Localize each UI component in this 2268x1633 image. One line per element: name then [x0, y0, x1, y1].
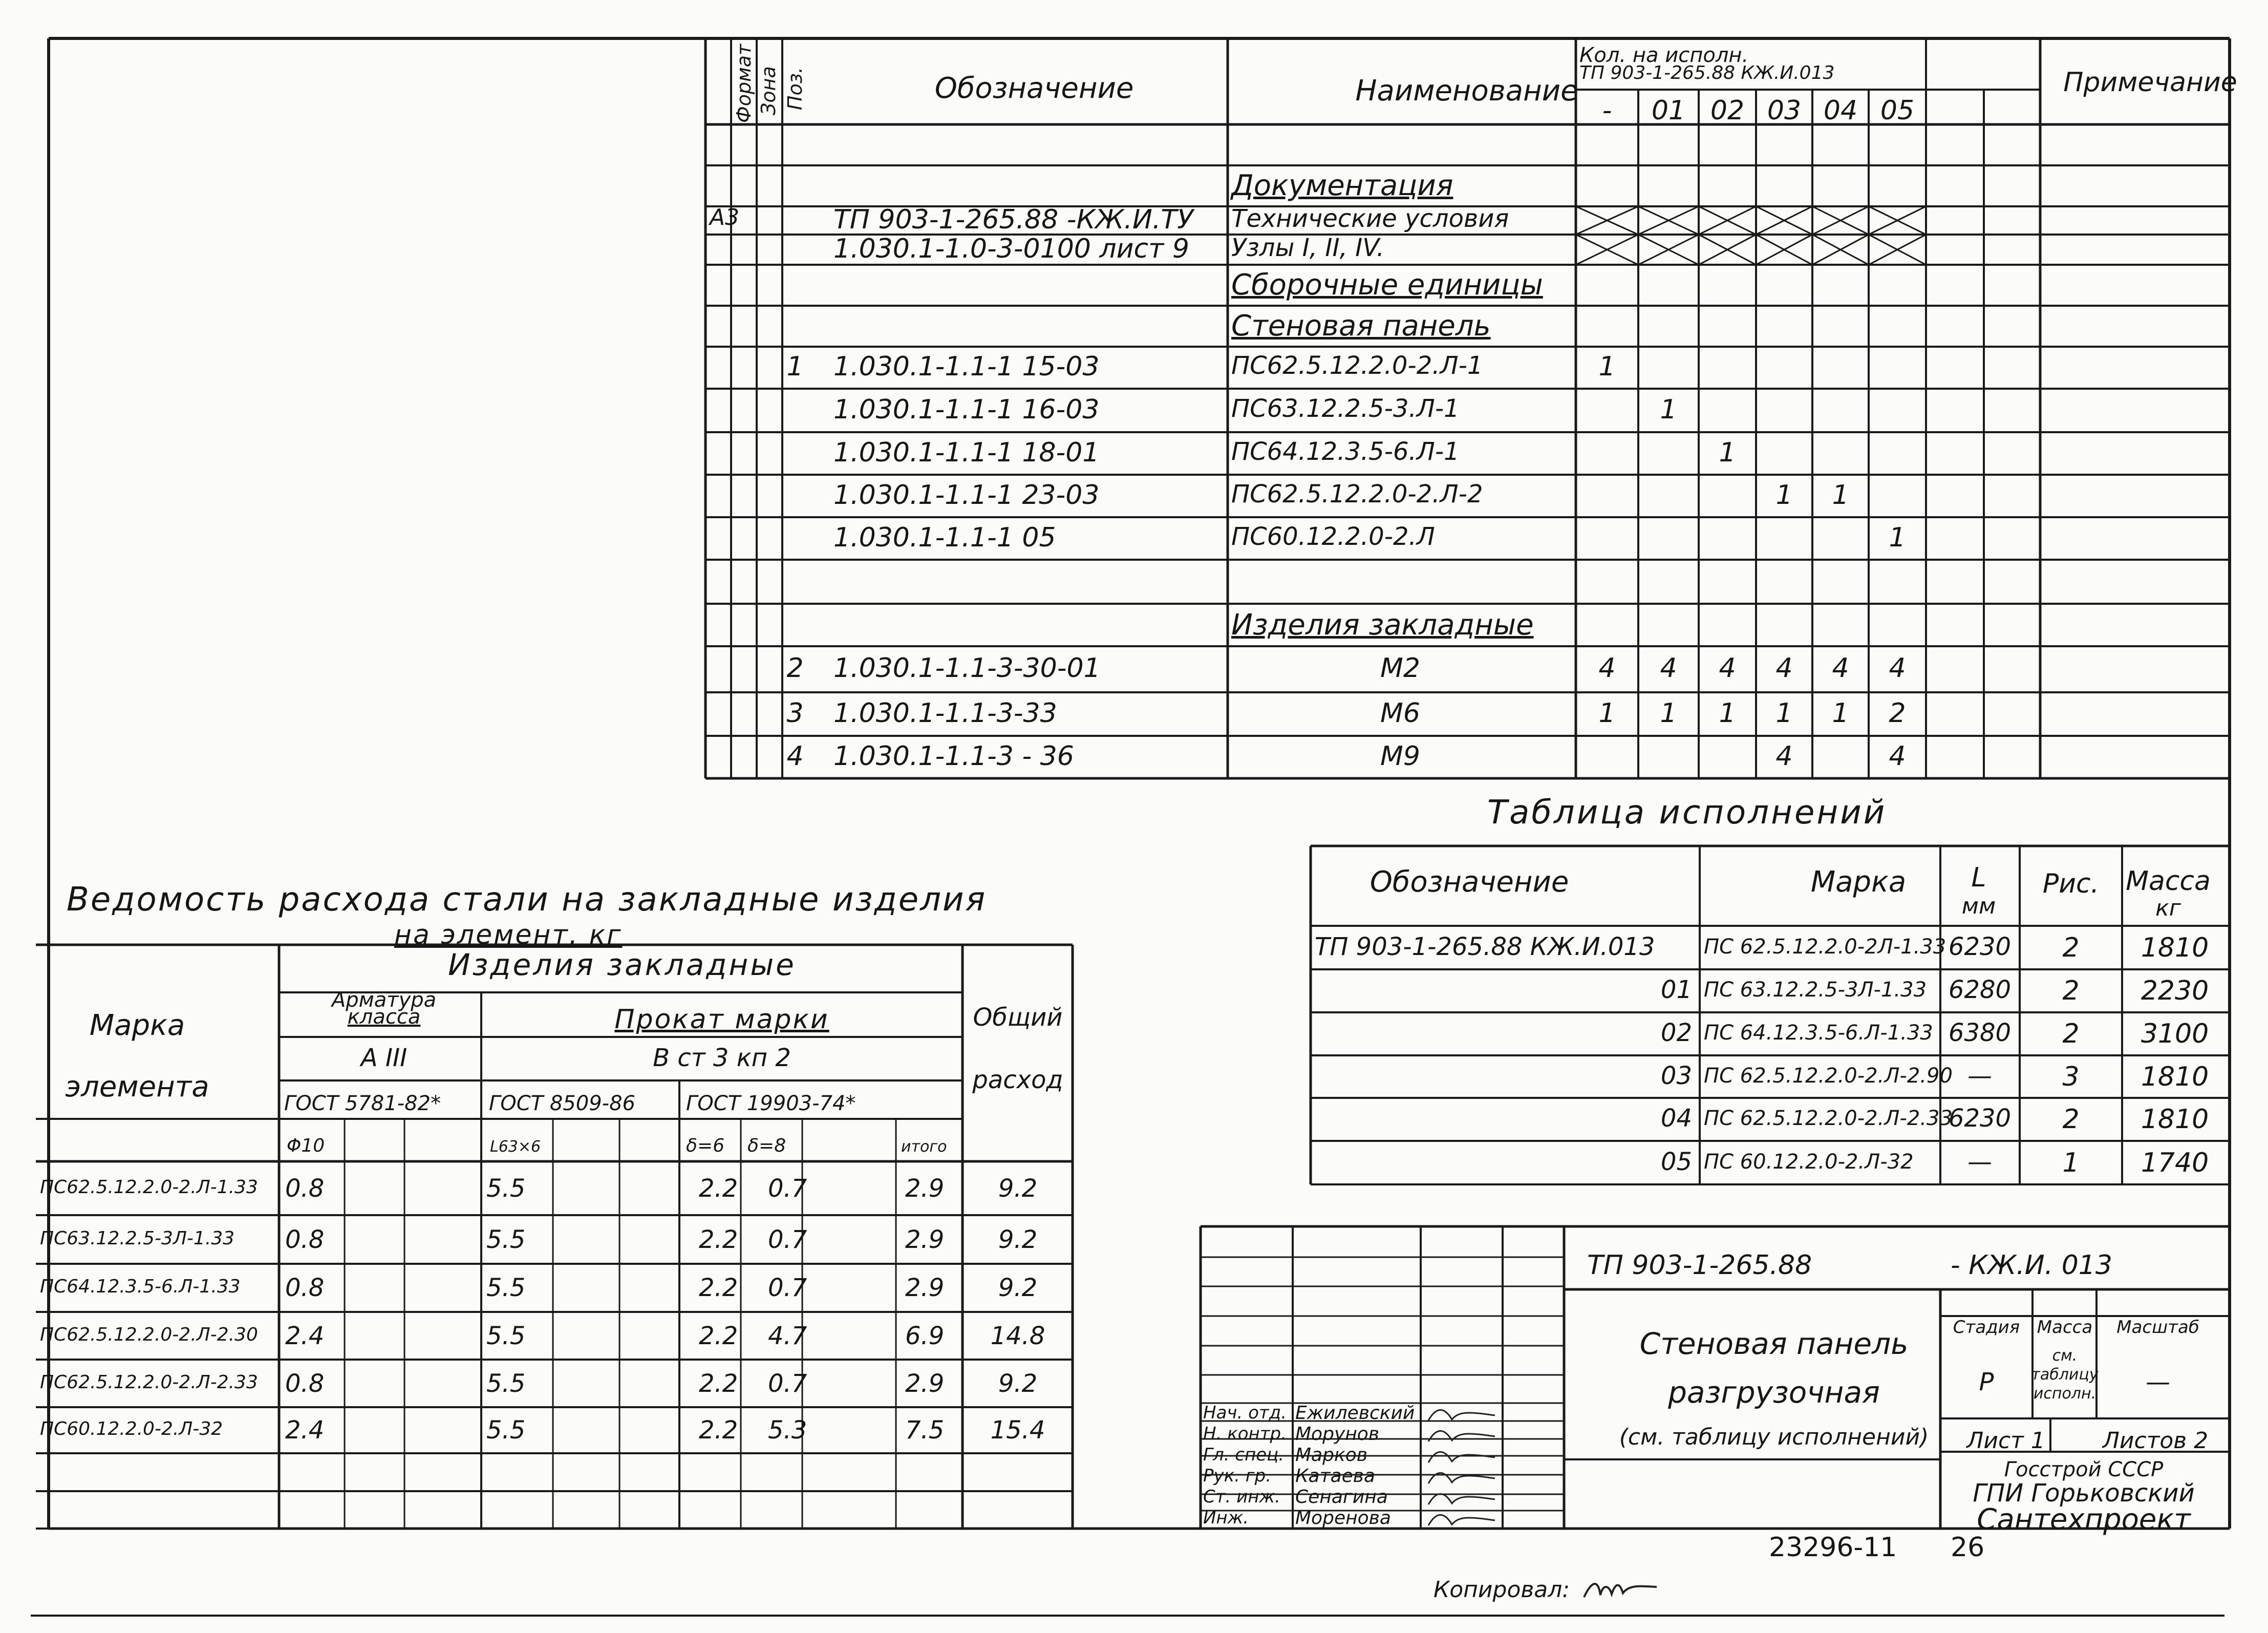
spec-header-qty-line1: Кол. на исполн. [1579, 44, 1749, 67]
variants-header-mass: Масса [2126, 866, 2211, 897]
spec-header-name: Наименование [1355, 74, 1578, 108]
variants-title: Таблица исполнений [1487, 794, 1887, 832]
staff-name: Сенагина [1295, 1487, 1388, 1508]
variant-mark-cell: ПС 60.12.2.0-2.Л-32 [1704, 1150, 1914, 1174]
steel-header-gost1: ГОСТ 5781-82* [284, 1092, 441, 1115]
variants-header-fig: Рис. [2042, 868, 2100, 899]
variant-fig-cell: 2 [2062, 1019, 2080, 1049]
variants-header-mark: Марка [1810, 865, 1907, 899]
variants-header-length: L [1971, 862, 1986, 893]
spec-name-cell: ПС62.5.12.2.0-2.Л-2 [1231, 479, 1483, 508]
steel-total-cell: 15.4 [990, 1416, 1045, 1445]
variant-designation-cell: 03 [1660, 1061, 1692, 1090]
steel-sum-cell: 2.9 [905, 1274, 945, 1302]
steel-sum-cell: 6.9 [905, 1321, 945, 1350]
spec-qty-cell: 1 [1832, 479, 1849, 511]
steel-d8-cell: 5.3 [768, 1416, 807, 1445]
steel-total-cell: 9.2 [998, 1274, 1038, 1302]
variant-mass-cell: 1810 [2141, 1061, 2209, 1092]
steel-header-d8: δ=8 [747, 1135, 786, 1156]
spec-designation-cell: ТП 903-1-265.88 -КЖ.И.ТУ [833, 204, 1193, 235]
steel-header-itogo: итого [901, 1138, 947, 1156]
steel-header-gost3: ГОСТ 19903-74* [686, 1092, 856, 1115]
spec-variant-header: 01 [1651, 95, 1686, 126]
steel-sum-cell: 2.9 [905, 1369, 945, 1398]
spec-name-cell: Технические условия [1231, 204, 1509, 233]
staff-name: Моренова [1295, 1508, 1391, 1529]
steel-header-d6: δ=6 [686, 1135, 725, 1156]
spec-header-qty-line2: ТП 903-1-265.88 КЖ.И.013 [1579, 62, 1835, 83]
steel-header-mark-line1: Марка [89, 1009, 185, 1042]
steel-header-total-line1: Общий [973, 1003, 1063, 1032]
steel-d6-cell: 2.2 [699, 1416, 738, 1445]
staff-name: Морунов [1295, 1424, 1380, 1445]
spec-designation-cell: 1.030.1-1.1-1 16-03 [833, 394, 1100, 425]
signature-mark [1428, 1515, 1495, 1525]
steel-d8-cell: 4.7 [768, 1321, 807, 1350]
variant-designation-cell: 01 [1660, 975, 1692, 1004]
steel-angle-cell: 5.5 [486, 1369, 526, 1398]
variant-mass-cell: 1740 [2141, 1147, 2209, 1178]
variant-mark-cell: ПС 62.5.12.2.0-2.Л-2.33 [1704, 1107, 1953, 1130]
footer-number: 23296-11 [1769, 1532, 1897, 1563]
spec-qty-cell: 1 [1660, 394, 1677, 425]
spec-variant-header: 02 [1710, 95, 1745, 126]
staff-role: Инж. [1203, 1508, 1249, 1528]
variant-designation-cell: 05 [1660, 1147, 1692, 1176]
spec-designation-cell: 1.030.1-1.1-1 05 [833, 522, 1056, 553]
steel-sum-cell: 2.9 [905, 1174, 945, 1203]
spec-designation-cell: 1.030.1-1.1-3-30-01 [833, 653, 1101, 684]
staff-role: Ст. инж. [1203, 1487, 1280, 1507]
signature-mark [1428, 1452, 1495, 1462]
steel-d6-cell: 2.2 [699, 1274, 738, 1302]
spec-header-designation: Обозначение [934, 72, 1134, 105]
title-org-line3: Сантехпроект [1977, 1503, 2191, 1536]
steel-phi10-cell: 0.8 [285, 1225, 325, 1254]
steel-header-rolled: Прокат марки [614, 1004, 829, 1035]
spec-section-heading: Изделия закладные [1231, 608, 1534, 642]
variant-mark-cell: ПС 62.5.12.2.0-2.Л-2.90 [1704, 1064, 1953, 1088]
staff-name: Марков [1295, 1445, 1367, 1466]
steel-phi10-cell: 0.8 [285, 1174, 325, 1203]
steel-d8-cell: 0.7 [768, 1369, 807, 1398]
staff-name: Катаева [1295, 1466, 1376, 1487]
spec-variant-header: 05 [1880, 95, 1915, 126]
steel-angle-cell: 5.5 [486, 1174, 526, 1203]
spec-pos-cell: 2 [786, 653, 804, 684]
spec-designation-cell: 1.030.1-1.1-1 18-01 [833, 437, 1100, 468]
variants-header-mass-unit: кг [2155, 895, 2181, 921]
steel-phi10-cell: 2.4 [285, 1416, 325, 1445]
spec-qty-cell: 4 [1660, 653, 1677, 684]
variant-mass-cell: 3100 [2141, 1019, 2209, 1049]
title-mass-line3: исполн. [2033, 1385, 2096, 1403]
title-stage-label: Стадия [1953, 1317, 2020, 1338]
steel-sum-cell: 7.5 [905, 1416, 945, 1445]
variant-length-cell: 6230 [1948, 932, 2012, 961]
title-mass-line1: см. [2052, 1347, 2078, 1365]
title-org-line1: Госстрой СССР [2004, 1458, 2164, 1481]
spec-pos-cell: 3 [786, 697, 804, 729]
variant-mark-cell: ПС 62.5.12.2.0-2Л-1.33 [1704, 935, 1946, 959]
steel-d6-cell: 2.2 [699, 1321, 738, 1350]
title-mass-label: Масса [2037, 1317, 2093, 1338]
spec-qty-cell: 4 [1832, 653, 1849, 684]
steel-phi10-cell: 0.8 [285, 1369, 325, 1398]
spec-qty-cell: 4 [1889, 653, 1906, 684]
spec-variant-header: 04 [1823, 95, 1858, 126]
variant-designation-cell: 02 [1660, 1019, 1692, 1047]
title-stage: Р [1979, 1368, 1994, 1396]
steel-header-mark-line2: элемента [65, 1070, 209, 1104]
spec-header-pos: Поз. [784, 67, 806, 110]
variant-mark-cell: ПС 63.12.2.5-3Л-1.33 [1704, 978, 1927, 1002]
steel-title-line1: Ведомость расхода стали на закладные изделия [67, 881, 987, 919]
spec-header-zone: Зона [757, 66, 780, 115]
steel-d8-cell: 0.7 [768, 1225, 807, 1254]
steel-phi10-cell: 0.8 [285, 1274, 325, 1302]
steel-header-embedded: Изделия закладные [448, 947, 796, 982]
title-code-suffix: - КЖ.И. 013 [1951, 1250, 2112, 1281]
variant-mark-cell: ПС 64.12.3.5-6.Л-1.33 [1704, 1021, 1933, 1045]
steel-title-line2: на элемент. кг [394, 920, 623, 950]
spec-name-cell: ПС64.12.3.5-6.Л-1 [1231, 437, 1460, 466]
spec-name-cell: М2 [1380, 653, 1420, 684]
spec-qty-cell: 4 [1889, 740, 1906, 772]
spec-variant-header: - [1602, 95, 1612, 126]
spec-pos-cell: 4 [786, 740, 804, 772]
spec-designation-cell: 1.030.1-1.1-3-33 [833, 697, 1057, 729]
steel-mark-cell: ПС62.5.12.2.0-2.Л-2.33 [40, 1371, 258, 1393]
spec-designation-cell: 1.030.1-1.1-1 23-03 [833, 479, 1100, 511]
variant-mass-cell: 1810 [2141, 932, 2209, 963]
title-sheets: Листов 2 [2102, 1428, 2209, 1454]
steel-header-angle: L63×6 [490, 1138, 541, 1156]
spec-name-cell: ПС60.12.2.0-2.Л [1231, 522, 1435, 551]
variant-fig-cell: 2 [2062, 1104, 2080, 1135]
spec-qty-cell: 1 [1598, 697, 1616, 729]
spec-format-cell: А3 [710, 204, 740, 230]
variant-mass-cell: 1810 [2141, 1104, 2209, 1135]
steel-angle-cell: 5.5 [486, 1321, 526, 1350]
variants-header-designation: Обозначение [1370, 865, 1569, 899]
variant-fig-cell: 2 [2062, 975, 2080, 1006]
signature-mark [1428, 1431, 1495, 1441]
steel-d8-cell: 0.7 [768, 1274, 807, 1302]
steel-mark-cell: ПС62.5.12.2.0-2.Л-1.33 [40, 1176, 258, 1198]
copier-signature [1582, 1575, 1659, 1605]
staff-role: Н. контр. [1203, 1424, 1287, 1444]
signature-mark [1428, 1410, 1495, 1420]
variant-length-cell: 6230 [1948, 1104, 2012, 1133]
variant-length-cell: — [1967, 1061, 1992, 1090]
signature-mark [1428, 1494, 1495, 1504]
spec-header-note: Примечание [2063, 67, 2237, 98]
steel-header-rebar-line1: Арматура [331, 988, 437, 1012]
steel-header-rebar-line2: класса [347, 1005, 421, 1029]
title-name-line1: Стеновая панель [1639, 1326, 1909, 1361]
title-org-line2: ГПИ Горьковский [1973, 1479, 2195, 1508]
variant-length-cell: 6280 [1948, 975, 2012, 1004]
steel-angle-cell: 5.5 [486, 1274, 526, 1302]
spec-qty-cell: 1 [1889, 522, 1906, 553]
staff-role: Гл. спец. [1203, 1445, 1285, 1465]
staff-name: Ежилевский [1295, 1403, 1415, 1424]
footer-page: 26 [1951, 1532, 1985, 1563]
spec-name-cell: М9 [1380, 740, 1420, 772]
steel-d6-cell: 2.2 [699, 1174, 738, 1203]
spec-qty-cell: 1 [1719, 697, 1736, 729]
title-scale-label: Масштаб [2116, 1317, 2199, 1338]
spec-name-cell: М6 [1380, 697, 1420, 729]
footer-copied: Копировал: [1433, 1577, 1570, 1603]
steel-header-gost2: ГОСТ 8509-86 [489, 1092, 635, 1115]
staff-role: Нач. отд. [1203, 1403, 1287, 1423]
variants-header-length-unit: мм [1961, 893, 1996, 919]
steel-d6-cell: 2.2 [699, 1225, 738, 1254]
spec-designation-cell: 1.030.1-1.1-1 15-03 [833, 351, 1100, 382]
spec-qty-cell: 1 [1598, 351, 1616, 382]
steel-d6-cell: 2.2 [699, 1369, 738, 1398]
spec-qty-cell: 2 [1889, 697, 1906, 729]
spec-header-format: Формат [733, 44, 755, 123]
spec-name-cell: Узлы I, II, IV. [1231, 233, 1384, 262]
steel-header-phi: Φ10 [287, 1135, 325, 1156]
spec-qty-cell: 1 [1660, 697, 1677, 729]
steel-total-cell: 14.8 [990, 1321, 1045, 1350]
title-scale: — [2146, 1368, 2170, 1396]
spec-variant-header: 03 [1767, 95, 1802, 126]
spec-designation-cell: 1.030.1-1.0-3-0100 лист 9 [833, 233, 1189, 264]
steel-d8-cell: 0.7 [768, 1174, 807, 1203]
variant-mass-cell: 2230 [2141, 975, 2209, 1006]
steel-mark-cell: ПС63.12.2.5-3Л-1.33 [40, 1227, 235, 1249]
spec-section-heading: Стеновая панель [1231, 309, 1491, 343]
spec-name-cell: ПС63.12.2.5-3.Л-1 [1231, 394, 1460, 423]
title-code: ТП 903-1-265.88 [1587, 1250, 1812, 1281]
spec-qty-cell: 1 [1832, 697, 1849, 729]
spec-qty-cell: 1 [1719, 437, 1736, 468]
spec-qty-cell: 4 [1775, 740, 1793, 772]
spec-pos-cell: 1 [786, 351, 804, 382]
steel-angle-cell: 5.5 [486, 1225, 526, 1254]
staff-role: Рук. гр. [1203, 1466, 1272, 1486]
title-name-line2: разгрузочная [1668, 1375, 1880, 1410]
steel-total-cell: 9.2 [998, 1174, 1038, 1203]
variant-length-cell: — [1967, 1147, 1992, 1176]
variant-designation-cell: 04 [1660, 1104, 1692, 1133]
steel-mark-cell: ПС60.12.2.0-2.Л-32 [40, 1418, 223, 1439]
variant-fig-cell: 3 [2062, 1061, 2080, 1092]
steel-header-rebar-class: А III [360, 1044, 408, 1072]
spec-section-heading: Сборочные единицы [1231, 268, 1543, 302]
steel-total-cell: 9.2 [998, 1225, 1038, 1254]
steel-mark-cell: ПС62.5.12.2.0-2.Л-2.30 [40, 1324, 258, 1345]
steel-sum-cell: 2.9 [905, 1225, 945, 1254]
spec-qty-cell: 4 [1598, 653, 1616, 684]
steel-total-cell: 9.2 [998, 1369, 1038, 1398]
spec-qty-cell: 1 [1775, 697, 1793, 729]
spec-qty-cell: 4 [1775, 653, 1793, 684]
spec-name-cell: ПС62.5.12.2.0-2.Л-1 [1231, 351, 1483, 380]
spec-section-heading: Документация [1231, 169, 1453, 202]
steel-angle-cell: 5.5 [486, 1416, 526, 1445]
variant-fig-cell: 1 [2062, 1147, 2080, 1178]
steel-header-total-line2: расход [972, 1066, 1063, 1094]
spec-qty-cell: 4 [1719, 653, 1736, 684]
variant-designation-cell: ТП 903-1-265.88 КЖ.И.013 [1315, 932, 1655, 961]
steel-header-steel-grade: В ст 3 кп 2 [653, 1044, 791, 1072]
title-name-line3: (см. таблицу исполнений) [1619, 1424, 1929, 1450]
spec-designation-cell: 1.030.1-1.1-3 - 36 [833, 740, 1074, 772]
title-sheet: Лист 1 [1966, 1428, 2045, 1454]
steel-mark-cell: ПС64.12.3.5-6.Л-1.33 [40, 1276, 241, 1297]
title-mass-line2: таблицу [2031, 1366, 2099, 1384]
steel-phi10-cell: 2.4 [285, 1321, 325, 1350]
spec-qty-cell: 1 [1775, 479, 1793, 511]
variant-length-cell: 6380 [1948, 1019, 2012, 1047]
variant-fig-cell: 2 [2062, 932, 2080, 963]
